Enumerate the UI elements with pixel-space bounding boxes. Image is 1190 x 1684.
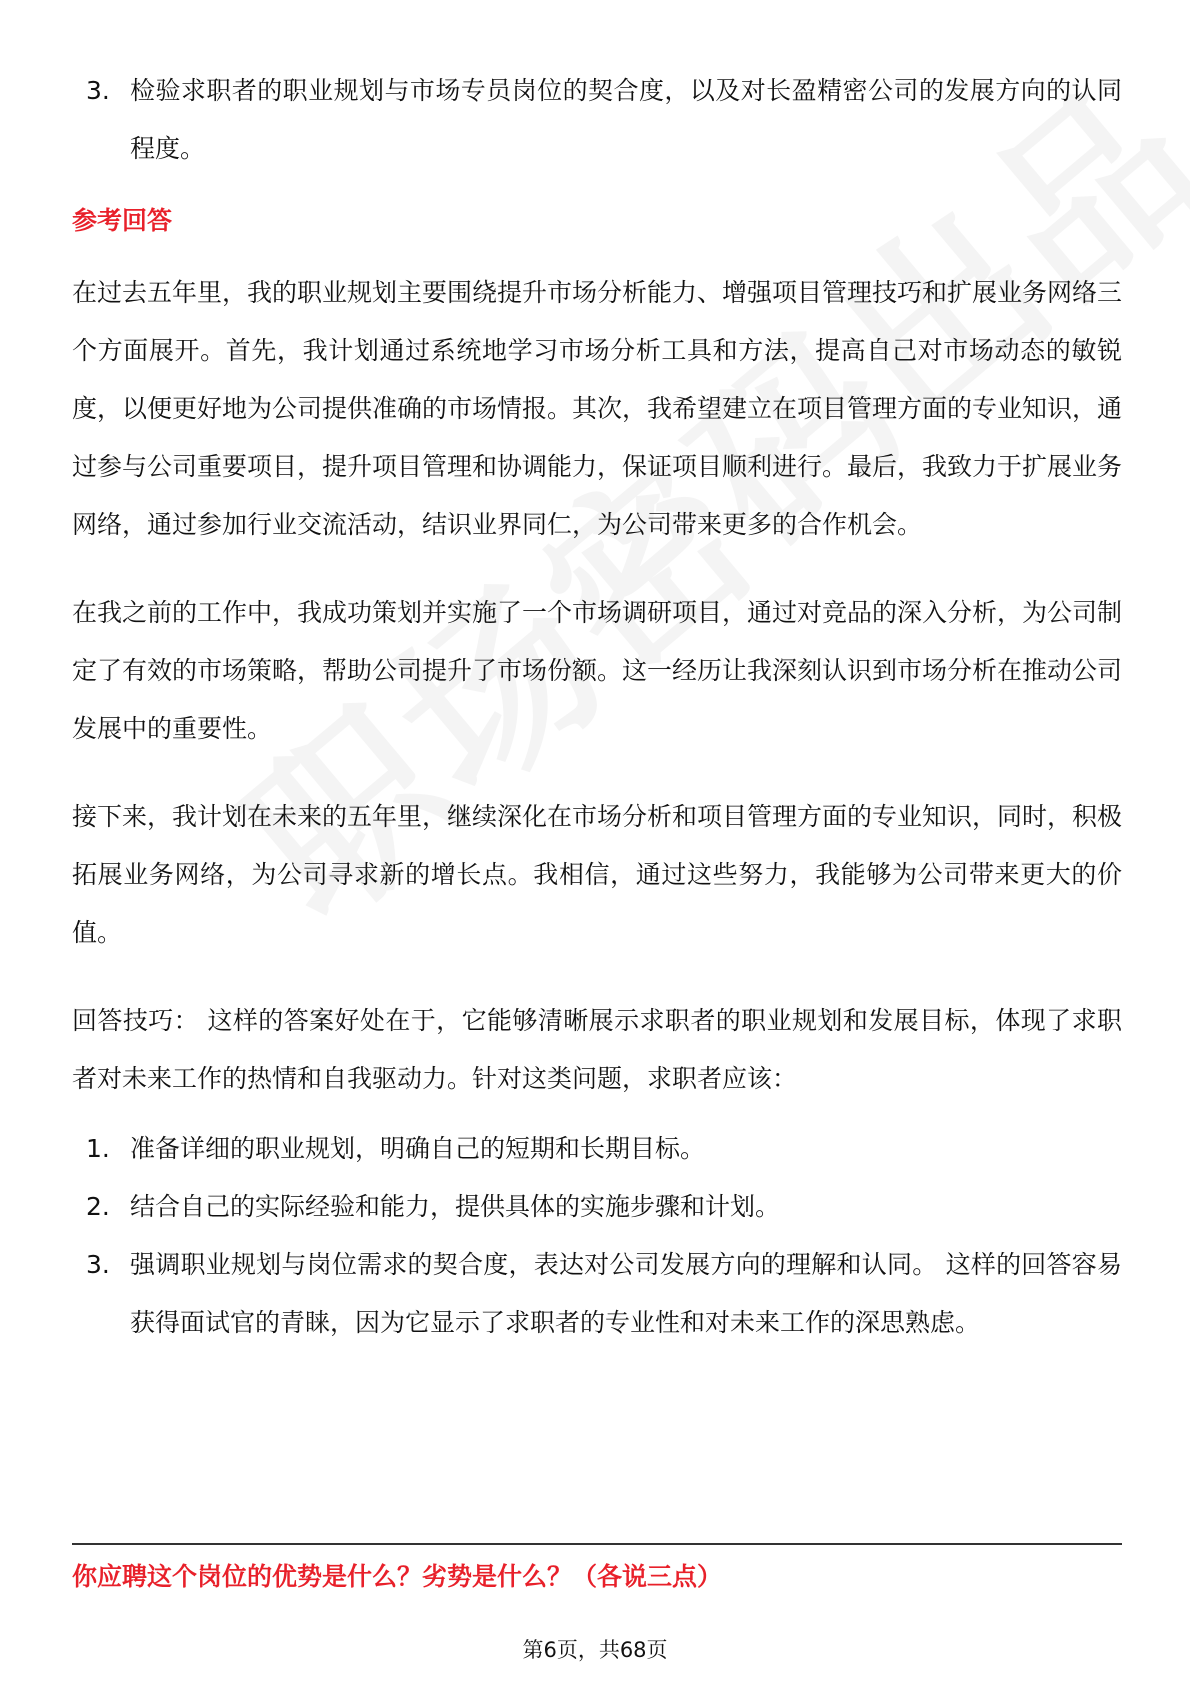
- list-text: 强调职业规划与岗位需求的契合度，表达对公司发展方向的理解和认同。 这样的回答容易获得面试官的青睐，因为它显示了求职者的专业性和对未来工作的深思熟虑。: [130, 1250, 1122, 1337]
- section-divider: [72, 1543, 1122, 1545]
- intent-list: [72, 62, 1122, 178]
- list-number: 2.: [86, 1192, 110, 1221]
- reference-answer-heading: 参考回答: [72, 206, 173, 235]
- list-item: [72, 1236, 1122, 1352]
- document-body: [72, 62, 1122, 1352]
- next-question-heading: 你应聘这个岗位的优势是什么？劣势是什么？（各说三点）: [72, 1562, 723, 1591]
- list-number: 3.: [86, 76, 110, 105]
- list-number: 1.: [86, 1134, 110, 1163]
- answer-paragraph-1: 在过去五年里，我的职业规划主要围绕提升市场分析能力、增强项目管理技巧和扩展业务网络三个方面展开。首先，我计划通过系统地学习市场分析工具和方法，提高自己对市场动态的敏锐度，以便更好地为公司提供准确的市场情报。其次，我希望建立在项目管理方面的专业知识，通过参与公司重要项目，提升项目管理和协调能力，保证项目顺利进行。最后，我致力于扩展业务网络，通过参加行业交流活动，结识业界同仁，为公司带来更多的合作机会。: [72, 278, 1123, 539]
- list-text: 检验求职者的职业规划与市场专员岗位的契合度，以及对长盈精密公司的发展方向的认同程度。: [130, 76, 1122, 163]
- answer-tips-paragraph: 回答技巧： 这样的答案好处在于，它能够清晰展示求职者的职业规划和发展目标，体现了求职者对未来工作的热情和自我驱动力。针对这类问题，求职者应该：: [72, 1006, 1122, 1093]
- list-item: [72, 1120, 1122, 1178]
- list-number: 3.: [86, 1250, 110, 1279]
- tips-list: [72, 1120, 1122, 1352]
- list-text: 结合自己的实际经验和能力，提供具体的实施步骤和计划。: [130, 1192, 781, 1221]
- page-footer: 第6页，共68页: [522, 1638, 668, 1662]
- list-text: 准备详细的职业规划，明确自己的短期和长期目标。: [130, 1134, 706, 1163]
- answer-paragraph-3: 接下来，我计划在未来的五年里，继续深化在市场分析和项目管理方面的专业知识，同时，积极拓展业务网络，为公司寻求新的增长点。我相信，通过这些努力，我能够为公司带来更大的价值。: [72, 802, 1123, 947]
- list-item: [72, 62, 1122, 178]
- answer-paragraph-2: 在我之前的工作中，我成功策划并实施了一个市场调研项目，通过对竞品的深入分析，为公司制定了有效的市场策略，帮助公司提升了市场份额。这一经历让我深刻认识到市场分析在推动公司发展中的重要性。: [72, 598, 1123, 743]
- list-item: [72, 1178, 1122, 1236]
